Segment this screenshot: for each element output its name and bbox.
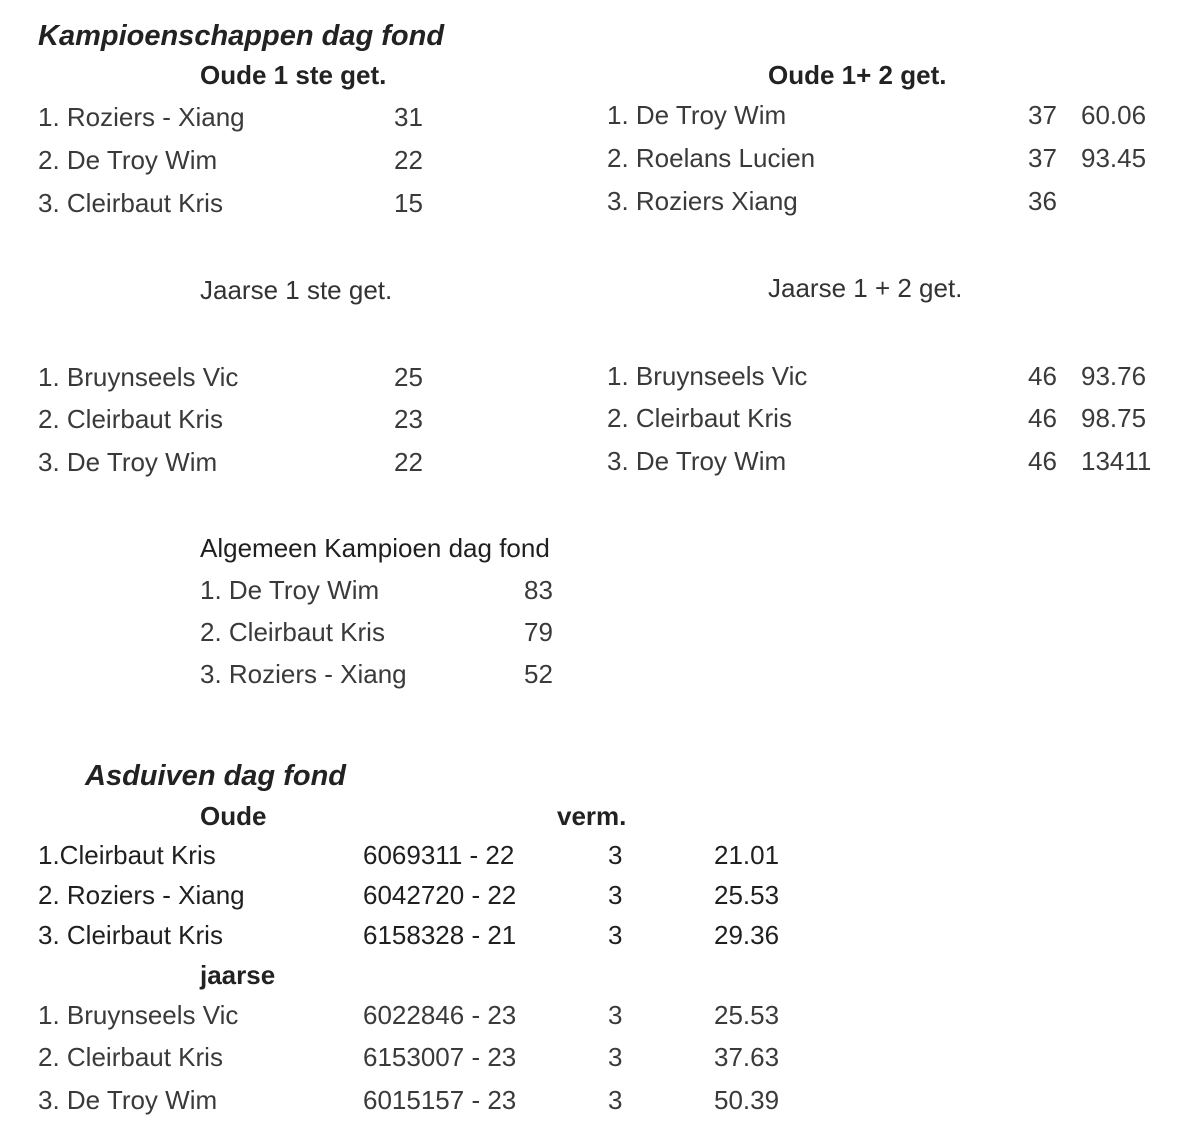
section-title-asduiven: Asduiven dag fond bbox=[85, 760, 346, 792]
champion-name: 3. Roziers Xiang bbox=[607, 186, 798, 216]
pigeon-ring: 6042720 - 22 bbox=[363, 880, 517, 910]
champion-score: 83 bbox=[524, 575, 553, 605]
champion-name: 1. Bruynseels Vic bbox=[38, 362, 239, 392]
pigeon-owner: 2. Cleirbaut Kris bbox=[38, 1042, 223, 1072]
pigeon-owner: 2. Roziers - Xiang bbox=[38, 880, 245, 910]
pigeon-value: 29.36 bbox=[714, 920, 780, 950]
pigeon-verm: 3 bbox=[608, 1000, 623, 1030]
pigeon-ring: 6022846 - 23 bbox=[363, 1000, 517, 1030]
champion-extra: 93.76 bbox=[1081, 361, 1147, 391]
champion-name: 3. De Troy Wim bbox=[607, 446, 787, 476]
champion-score: 52 bbox=[524, 659, 553, 689]
section-title-kampioenschappen: Kampioenschappen dag fond bbox=[38, 20, 445, 52]
pigeon-value: 25.53 bbox=[714, 880, 780, 910]
header-oude-1ste: Oude 1 ste get. bbox=[200, 60, 387, 90]
champion-score: 46 bbox=[1028, 403, 1057, 433]
pigeon-owner: 1.Cleirbaut Kris bbox=[38, 840, 216, 870]
champion-name: 1. De Troy Wim bbox=[607, 100, 787, 130]
champion-score: 46 bbox=[1028, 361, 1057, 391]
champion-name: 2. De Troy Wim bbox=[38, 145, 218, 175]
pigeon-owner: 3. Cleirbaut Kris bbox=[38, 920, 223, 950]
champion-name: 2. Cleirbaut Kris bbox=[38, 404, 223, 434]
header-jaarse-1ste: Jaarse 1 ste get. bbox=[200, 275, 393, 305]
champion-score: 37 bbox=[1028, 100, 1057, 130]
pigeon-value: 21.01 bbox=[714, 840, 780, 870]
champion-name: 1. De Troy Wim bbox=[200, 575, 380, 605]
pigeon-value: 37.63 bbox=[714, 1042, 780, 1072]
champion-extra: 93.45 bbox=[1081, 143, 1147, 173]
champion-score: 46 bbox=[1028, 446, 1057, 476]
pigeon-owner: 1. Bruynseels Vic bbox=[38, 1000, 239, 1030]
pigeon-verm: 3 bbox=[608, 920, 623, 950]
champion-score: 23 bbox=[394, 404, 423, 434]
header-algemeen: Algemeen Kampioen dag fond bbox=[200, 533, 550, 563]
champion-name: 1. Bruynseels Vic bbox=[607, 361, 808, 391]
pigeon-verm: 3 bbox=[608, 1042, 623, 1072]
pigeon-verm: 3 bbox=[608, 880, 623, 910]
header-jaarse-1-2: Jaarse 1 + 2 get. bbox=[768, 273, 963, 303]
champion-extra: 60.06 bbox=[1081, 100, 1147, 130]
champion-score: 22 bbox=[394, 447, 423, 477]
pigeon-value: 25.53 bbox=[714, 1000, 780, 1030]
champion-extra: 98.75 bbox=[1081, 403, 1147, 433]
champion-score: 37 bbox=[1028, 143, 1057, 173]
pigeon-owner: 3. De Troy Wim bbox=[38, 1085, 218, 1115]
pigeon-ring: 6015157 - 23 bbox=[363, 1085, 517, 1115]
pigeon-verm: 3 bbox=[608, 1085, 623, 1115]
pigeon-ring: 6158328 - 21 bbox=[363, 920, 517, 950]
header-asduiven-jaarse: jaarse bbox=[200, 960, 276, 990]
pigeon-value: 50.39 bbox=[714, 1085, 780, 1115]
champion-score: 22 bbox=[394, 145, 423, 175]
header-verm: verm. bbox=[557, 801, 627, 831]
champion-name: 3. Roziers - Xiang bbox=[200, 659, 407, 689]
header-oude-1-2: Oude 1+ 2 get. bbox=[768, 60, 947, 90]
champion-extra: 13411 bbox=[1081, 446, 1152, 476]
champion-score: 31 bbox=[394, 102, 423, 132]
champion-name: 2. Cleirbaut Kris bbox=[607, 403, 792, 433]
header-asduiven-oude: Oude bbox=[200, 801, 267, 831]
champion-score: 79 bbox=[524, 617, 553, 647]
champion-score: 15 bbox=[394, 188, 423, 218]
champion-name: 2. Roelans Lucien bbox=[607, 143, 816, 173]
champion-name: 3. Cleirbaut Kris bbox=[38, 188, 223, 218]
pigeon-ring: 6153007 - 23 bbox=[363, 1042, 517, 1072]
champion-score: 25 bbox=[394, 362, 423, 392]
pigeon-verm: 3 bbox=[608, 840, 623, 870]
champion-name: 3. De Troy Wim bbox=[38, 447, 218, 477]
champion-name: 1. Roziers - Xiang bbox=[38, 102, 245, 132]
pigeon-ring: 6069311 - 22 bbox=[363, 840, 515, 870]
champion-name: 2. Cleirbaut Kris bbox=[200, 617, 385, 647]
champion-score: 36 bbox=[1028, 186, 1057, 216]
